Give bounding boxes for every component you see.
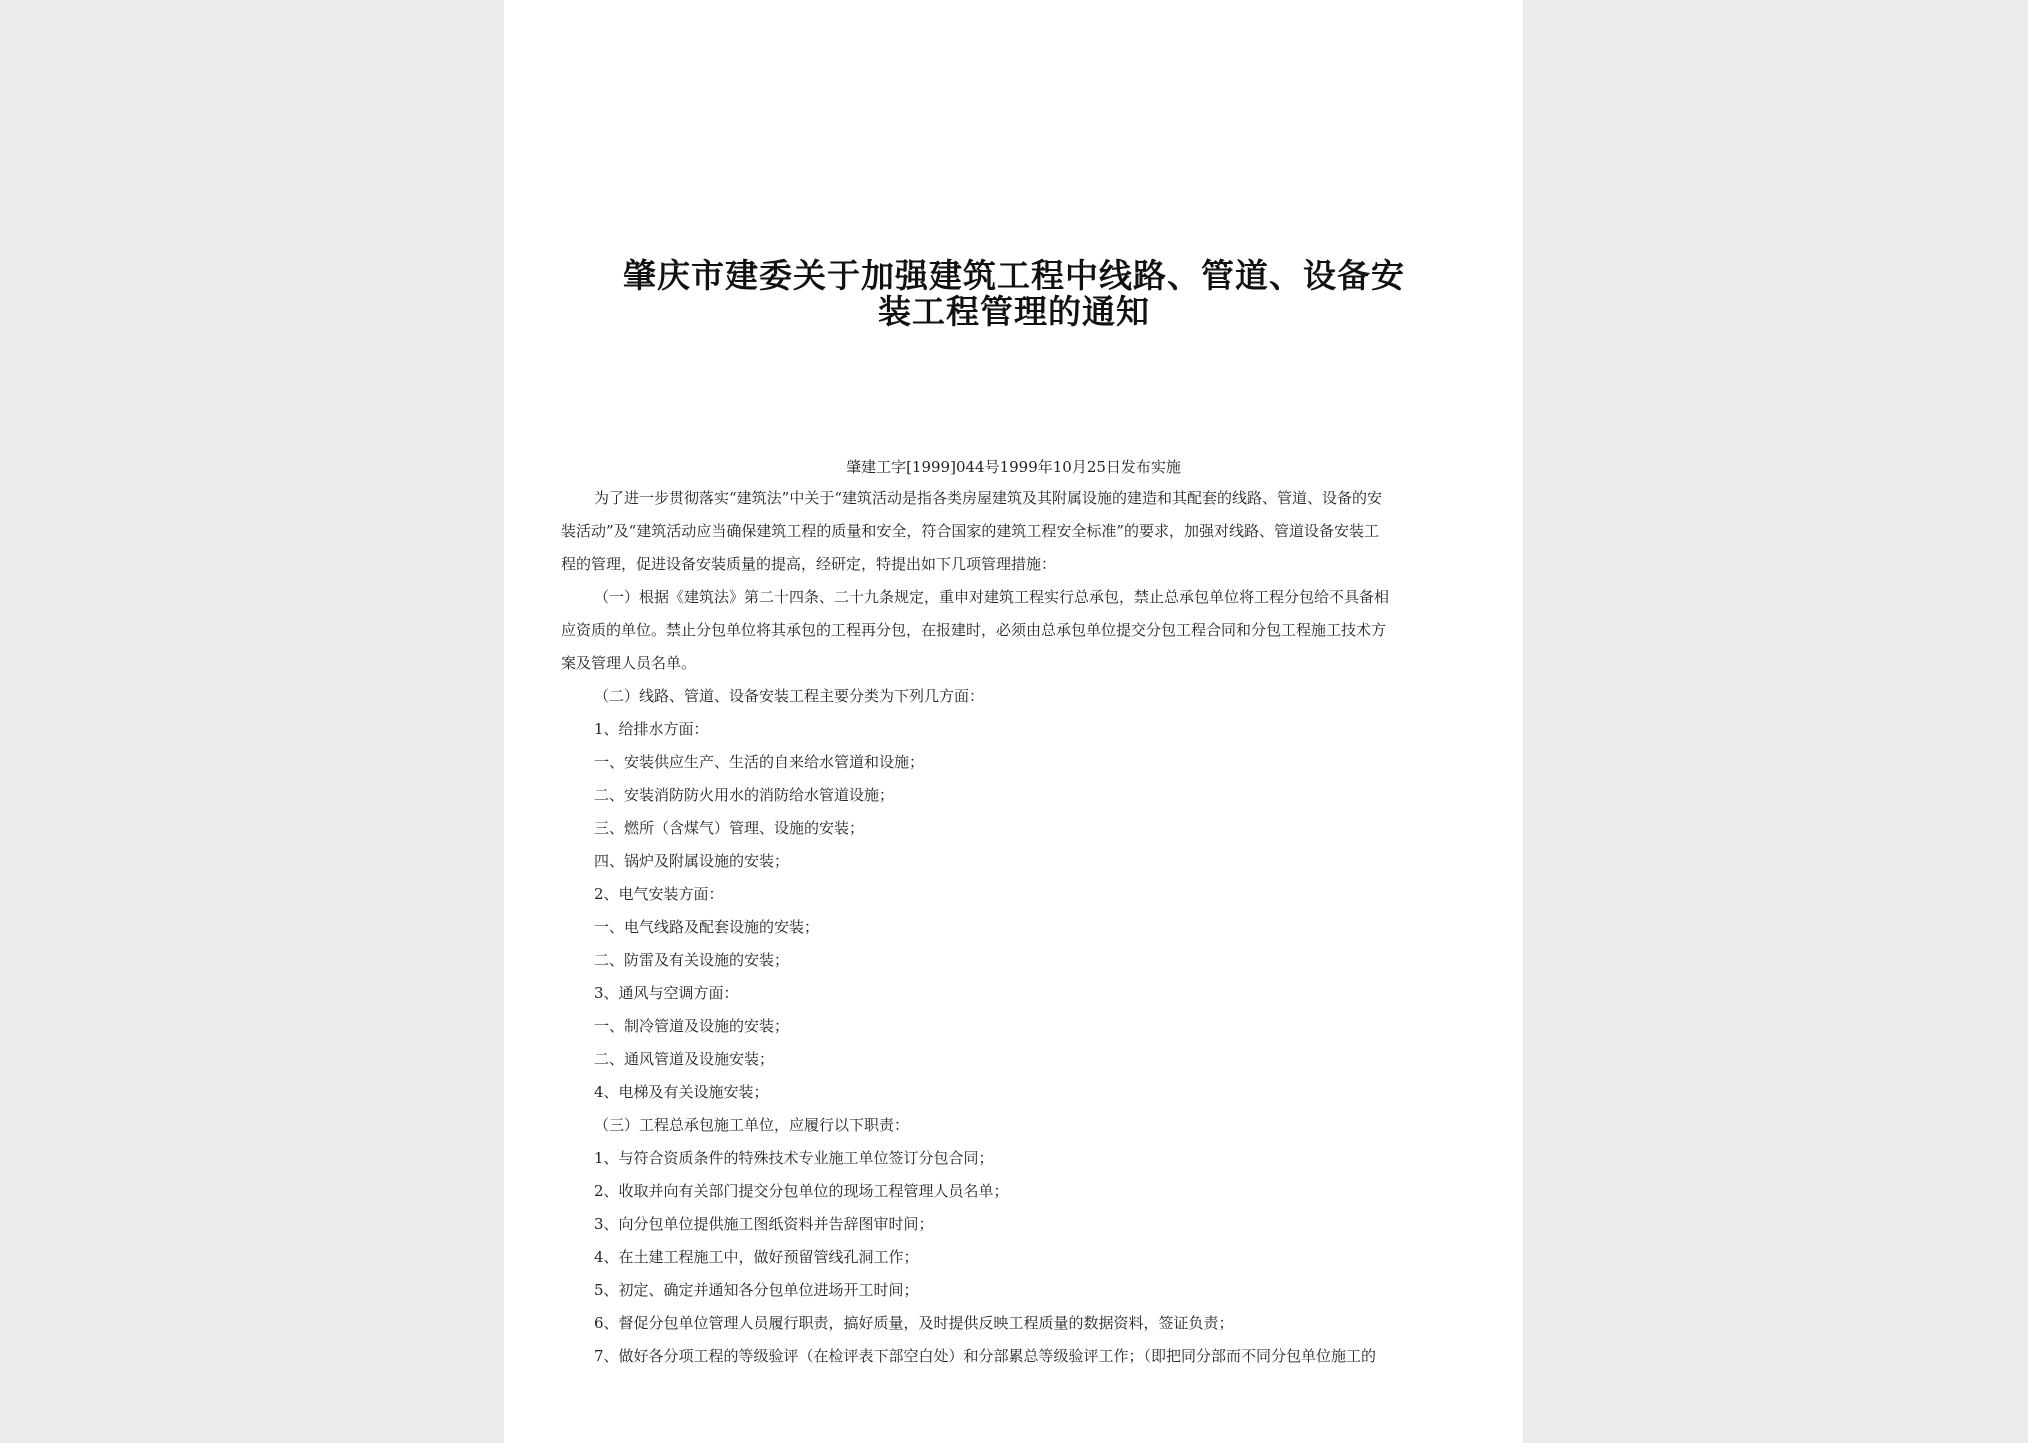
list-item: 3、通风与空调方面：	[594, 984, 739, 1002]
body-line: 装活动”及“建筑活动应当确保建筑工程的质量和安全，符合国家的建筑工程安全标准”的要求，加强对线路、管道设备安装工	[561, 522, 1380, 540]
list-item: （二）线路、管道、设备安装工程主要分类为下列几方面：	[594, 687, 985, 705]
list-item: 1、给排水方面：	[594, 720, 709, 738]
list-item: 一、安装供应生产、生活的自来给水管道和设施；	[594, 753, 925, 771]
document-title	[594, 258, 1434, 330]
body-line: 案及管理人员名单。	[561, 654, 697, 672]
title-line-2: 装工程管理的通知	[878, 292, 1150, 331]
list-item: 一、电气线路及配套设施的安装；	[594, 918, 820, 936]
list-item: 4、在土建工程施工中，做好预留管线孔洞工作；	[594, 1248, 919, 1266]
list-item: 2、收取并向有关部门提交分包单位的现场工程管理人员名单；	[594, 1182, 1009, 1200]
list-item: 三、燃所（含煤气）管理、设施的安装；	[594, 819, 865, 837]
list-item: 一、制冷管道及设施的安装；	[594, 1017, 790, 1035]
body-line: 为了进一步贯彻落实“建筑法”中关于“建筑活动是指各类房屋建筑及其附属设施的建造和其配套的线路、管道、设备的安	[594, 489, 1383, 507]
list-item: 6、督促分包单位管理人员履行职责，搞好质量，及时提供反映工程质量的数据资料，签证负责；	[594, 1314, 1234, 1332]
list-item: 3、向分包单位提供施工图纸资料并告辞图审时间；	[594, 1215, 934, 1233]
body-line: 应资质的单位。禁止分包单位将其承包的工程再分包，在报建时，必须由总承包单位提交分包工程合同和分包工程施工技术方	[561, 621, 1387, 639]
list-item: 二、通风管道及设施安装；	[594, 1050, 775, 1068]
body-line: （一）根据《建筑法》第二十四条、二十九条规定，重申对建筑工程实行总承包，禁止总承包单位将工程分包给不具备相	[594, 588, 1390, 606]
document-page	[504, 0, 1523, 1443]
list-item: 二、防雷及有关设施的安装；	[594, 951, 790, 969]
list-item: （三）工程总承包施工单位，应履行以下职责：	[594, 1116, 910, 1134]
list-item: 7、做好各分项工程的等级验评（在检评表下部空白处）和分部累总等级验评工作；（即把同分部而不同分包单位施工的	[594, 1347, 1377, 1365]
list-item: 二、安装消防防火用水的消防给水管道设施；	[594, 786, 895, 804]
body-line: 程的管理，促进设备安装质量的提高，经研定，特提出如下几项管理措施：	[561, 555, 1057, 573]
title-line-1: 肇庆市建委关于加强建筑工程中线路、管道、设备安	[623, 256, 1405, 295]
list-item: 四、锅炉及附属设施的安装；	[594, 852, 790, 870]
list-item: 2、电气安装方面：	[594, 885, 724, 903]
list-item: 5、初定、确定并通知各分包单位进场开工时间；	[594, 1281, 919, 1299]
list-item: 1、与符合资质条件的特殊技术专业施工单位签订分包合同；	[594, 1149, 994, 1167]
list-item: 4、电梯及有关设施安装；	[594, 1083, 769, 1101]
document-reference: 肇建工字[1999]044号1999年10月25日发布实施	[846, 458, 1181, 476]
